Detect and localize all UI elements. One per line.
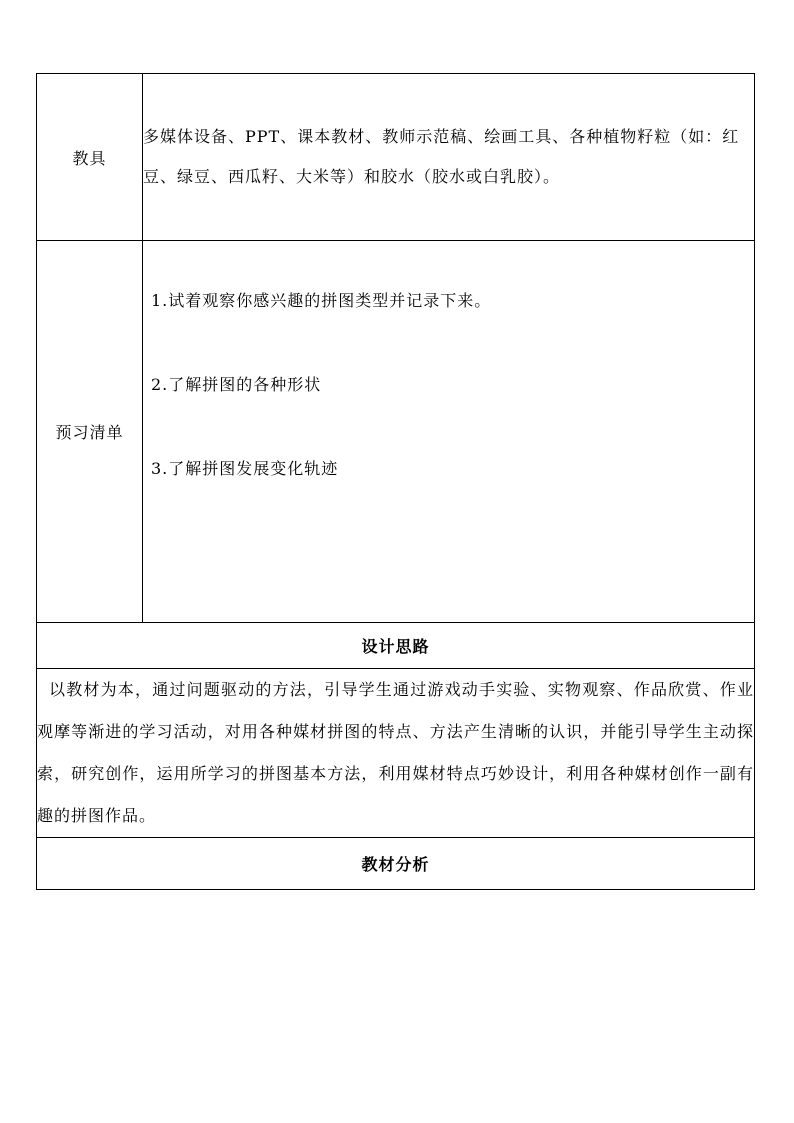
preview-item-1: 1.试着观察你感兴趣的拼图类型并记录下来。 [151, 291, 492, 310]
design-idea-row [37, 669, 755, 838]
teaching-aids-content: 多媒体设备、PPT、课本教材、教师示范稿、绘画工具、各种植物籽粒（如：红豆、绿豆、西瓜籽、大米等）和胶水（胶水或白乳胶）。 [143, 74, 755, 241]
preview-item-3: 3.了解拼图发展变化轨迹 [151, 459, 339, 478]
preview-list-label: 预习清单 [37, 241, 143, 623]
textbook-analysis-header-row [37, 838, 755, 890]
teaching-aids-row [37, 74, 755, 241]
teaching-aids-label: 教具 [37, 74, 143, 241]
design-idea-content: 以教材为本，通过问题驱动的方法，引导学生通过游戏动手实验、实物观察、作品欣赏、作业观摩等渐进的学习活动，对用各种媒材拼图的特点、方法产生清晰的认识，并能引导学生主动探索，研究创作，运用所学习的拼图基本方法，利用媒材特点巧妙设计，利用各种媒材创作一副有趣的拼图作品。 [37, 669, 755, 838]
textbook-analysis-header: 教材分析 [37, 838, 755, 890]
preview-list-content [143, 241, 755, 623]
design-idea-header-row [37, 623, 755, 669]
preview-item-2: 2.了解拼图的各种形状 [151, 375, 322, 394]
preview-list-row [37, 241, 755, 623]
lesson-plan-table [36, 73, 755, 890]
design-idea-header: 设计思路 [37, 623, 755, 669]
